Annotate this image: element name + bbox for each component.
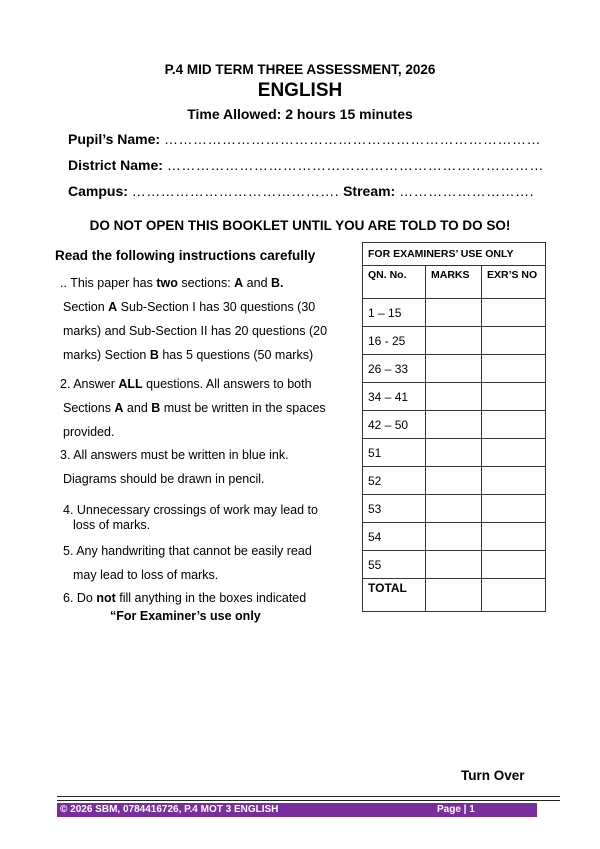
table-row bbox=[363, 299, 546, 327]
instruction-2-line-2: Sections A and B must be written in the spaces bbox=[63, 401, 326, 415]
footer-rule-bottom bbox=[57, 800, 560, 801]
question-range-cell: 54 bbox=[363, 523, 426, 551]
instruction-1-line-1: .. This paper has two sections: A and B. bbox=[60, 276, 284, 290]
instruction-5-line-2: may lead to loss of marks. bbox=[73, 568, 219, 582]
table-row bbox=[363, 383, 546, 411]
examiners-table-title: FOR EXAMINERS’ USE ONLY bbox=[363, 243, 546, 266]
question-range-cell: 1 – 15 bbox=[363, 299, 426, 327]
campus-dots: ……………………………………. bbox=[131, 183, 340, 199]
instructions-heading: Read the following instructions carefully bbox=[55, 248, 316, 263]
marks-cell bbox=[426, 495, 482, 523]
column-header-exr: EXR’S NO bbox=[482, 266, 546, 299]
marks-cell bbox=[426, 411, 482, 439]
instruction-4-line-1: 4. Unnecessary crossings of work may lead to bbox=[63, 503, 318, 517]
marks-cell bbox=[426, 439, 482, 467]
instruction-3-line-2: Diagrams should be drawn in pencil. bbox=[63, 472, 265, 486]
marks-cell bbox=[426, 383, 482, 411]
table-row bbox=[363, 439, 546, 467]
table-row bbox=[363, 523, 546, 551]
table-row bbox=[363, 551, 546, 579]
marks-cell bbox=[426, 551, 482, 579]
table-row bbox=[363, 327, 546, 355]
time-allowed: Time Allowed: 2 hours 15 minutes bbox=[187, 106, 413, 122]
question-range-cell: 55 bbox=[363, 551, 426, 579]
total-label-cell: TOTAL bbox=[363, 579, 426, 612]
question-range-cell: 26 – 33 bbox=[363, 355, 426, 383]
instruction-1-line-4: marks) Section B has 5 questions (50 marks) bbox=[63, 348, 314, 362]
instruction-1-line-3: marks) and Sub-Section II has 20 questions (20 bbox=[63, 324, 328, 338]
examiner-cell bbox=[482, 411, 546, 439]
table-row-total bbox=[363, 579, 546, 612]
examiners-use-table bbox=[362, 242, 546, 612]
exam-title: P.4 MID TERM THREE ASSESSMENT, 2026 bbox=[164, 62, 436, 77]
total-examiner-cell bbox=[482, 579, 546, 612]
footer-copyright: © 2026 SBM, 0784416726, P.4 MOT 3 ENGLISH bbox=[60, 804, 279, 815]
pupil-name-field[interactable] bbox=[68, 131, 541, 147]
pupil-name-dots: …………………………………………………………………… bbox=[163, 131, 541, 147]
question-range-cell: 51 bbox=[363, 439, 426, 467]
instruction-3-line-1: 3. All answers must be written in blue ink. bbox=[60, 448, 289, 462]
warning-notice: DO NOT OPEN THIS BOOKLET UNTIL YOU ARE TOLD TO DO SO! bbox=[89, 218, 511, 233]
table-row bbox=[363, 467, 546, 495]
total-marks-cell bbox=[426, 579, 482, 612]
table-row bbox=[363, 495, 546, 523]
instruction-6-line-2: “For Examiner’s use only bbox=[110, 609, 261, 623]
examiner-cell bbox=[482, 299, 546, 327]
footer-rule-top bbox=[57, 796, 560, 797]
column-header-qn: QN. No. bbox=[363, 266, 426, 299]
question-range-cell: 42 – 50 bbox=[363, 411, 426, 439]
instruction-6-line-1: 6. Do not fill anything in the boxes indicated bbox=[63, 591, 307, 605]
instruction-1-line-2: Section A Sub-Section I has 30 questions (30 bbox=[63, 300, 316, 314]
marks-cell bbox=[426, 467, 482, 495]
examiner-cell bbox=[482, 523, 546, 551]
instruction-4-line-2: loss of marks. bbox=[73, 518, 151, 532]
campus-stream-field[interactable] bbox=[68, 183, 534, 199]
examiner-cell bbox=[482, 467, 546, 495]
subject-title: ENGLISH bbox=[257, 80, 343, 101]
table-row bbox=[363, 411, 546, 439]
examiner-cell bbox=[482, 327, 546, 355]
examiner-cell bbox=[482, 355, 546, 383]
turn-over-note: Turn Over bbox=[461, 768, 525, 783]
stream-label: Stream: bbox=[343, 183, 396, 199]
marks-cell bbox=[426, 355, 482, 383]
stream-dots: ………………………. bbox=[399, 183, 534, 199]
examiner-cell bbox=[482, 495, 546, 523]
marks-cell bbox=[426, 523, 482, 551]
instruction-2-line-1: 2. Answer ALL questions. All answers to both bbox=[60, 377, 312, 391]
question-range-cell: 53 bbox=[363, 495, 426, 523]
examiner-cell bbox=[482, 383, 546, 411]
examiner-cell bbox=[482, 551, 546, 579]
instruction-5-line-1: 5. Any handwriting that cannot be easily read bbox=[63, 544, 312, 558]
instruction-2-line-3: provided. bbox=[63, 425, 115, 439]
column-header-marks: MARKS bbox=[426, 266, 482, 299]
examiner-cell bbox=[482, 439, 546, 467]
district-name-label: District Name: bbox=[68, 157, 163, 173]
question-range-cell: 16 - 25 bbox=[363, 327, 426, 355]
district-name-dots: …………………………………………………………………… bbox=[166, 157, 544, 173]
pupil-name-label: Pupil’s Name: bbox=[68, 131, 161, 147]
marks-cell bbox=[426, 327, 482, 355]
campus-label: Campus: bbox=[68, 183, 128, 199]
table-row bbox=[363, 355, 546, 383]
marks-cell bbox=[426, 299, 482, 327]
question-range-cell: 52 bbox=[363, 467, 426, 495]
footer-page-number: Page | 1 bbox=[437, 804, 475, 815]
question-range-cell: 34 – 41 bbox=[363, 383, 426, 411]
district-name-field[interactable] bbox=[68, 157, 544, 173]
footer-bar bbox=[57, 803, 537, 817]
